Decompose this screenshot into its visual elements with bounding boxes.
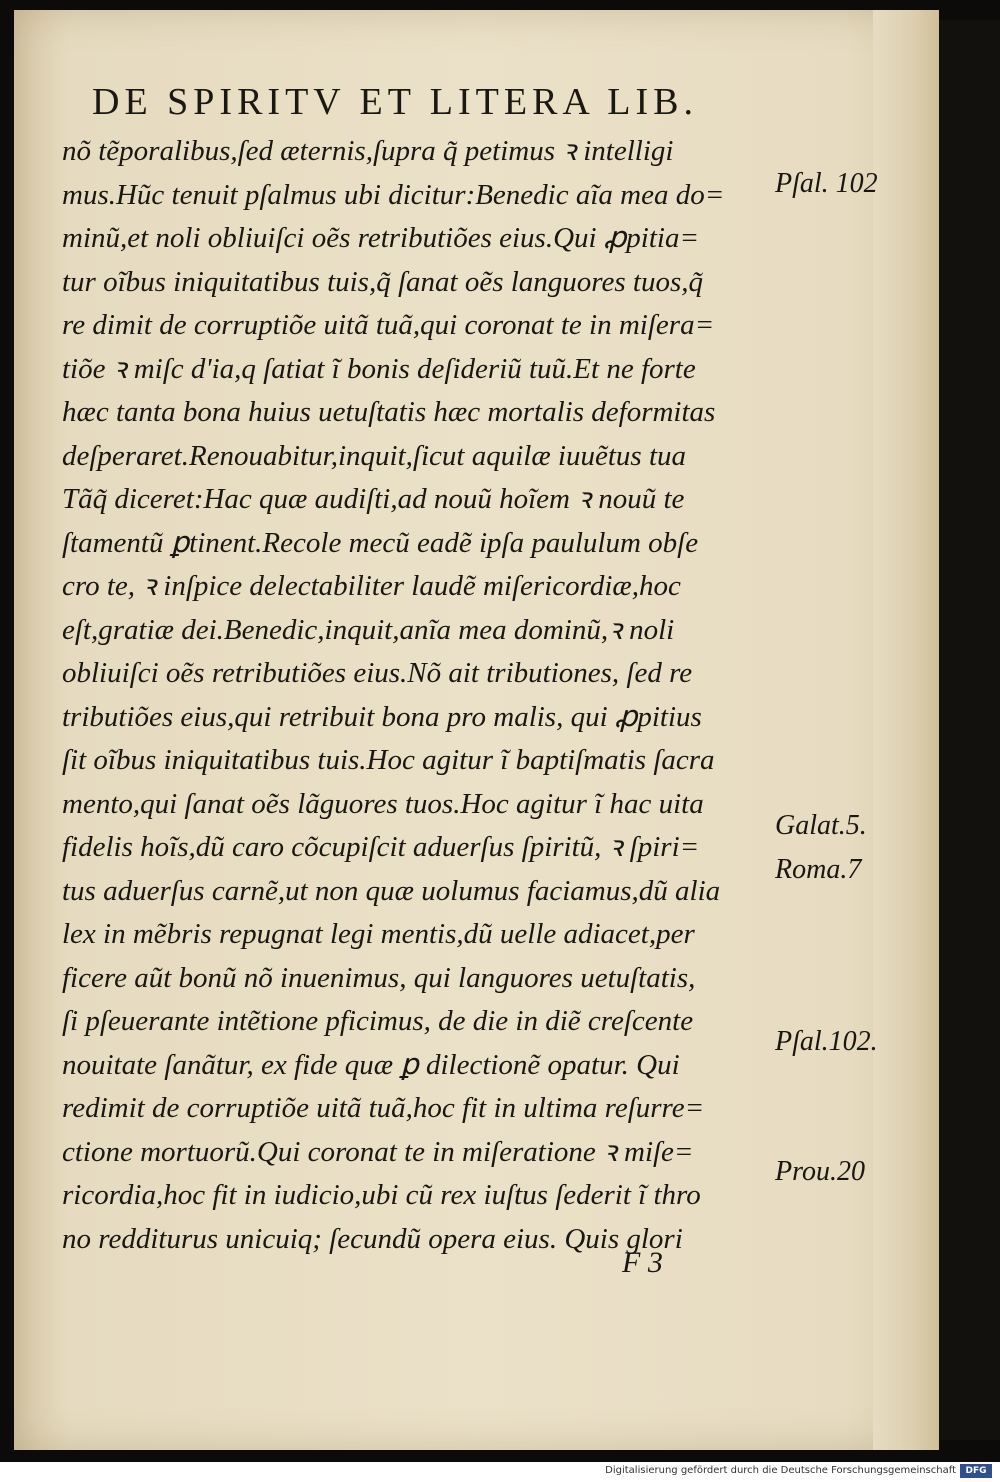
text-line: eſt,gratiæ dei.Benedic,inquit,anĩa mea dominũ,ꝛ noli xyxy=(62,613,675,646)
text-line: tiõe ꝛ miſc d'ia,q ſatiat ĩ bonis deſideriũ tuũ.Et ne forte xyxy=(62,352,696,385)
text-line: tus aduerſus carnẽ,ut non quæ uolumus faciamus,dũ alia xyxy=(62,874,721,907)
text-line: deſperaret.Renouabitur,inquit,ſicut aquilæ iuuẽtus tua xyxy=(62,439,686,472)
text-line: nouitate ſanãtur, ex fide quæ ꝑ dilectionẽ opatur. Qui xyxy=(62,1048,680,1081)
text-line: ſit oĩbus iniquitatibus tuis.Hoc agitur ĩ baptiſmatis ſacra xyxy=(62,744,715,776)
text-line: hæc tanta bona huius uetuſtatis hæc mortalis deformitas xyxy=(62,396,716,428)
margin-note: Roma.7 xyxy=(775,854,862,885)
page-edge-shadow xyxy=(873,10,939,1450)
text-line: mus.Hũc tenuit pſalmus ubi dicitur:Benedic aĩa mea do= xyxy=(62,178,725,211)
body-text xyxy=(62,130,774,1261)
text-line: ficere aũt bonũ nõ inuenimus, qui languores uetuſtatis, xyxy=(62,961,696,994)
text-line: cro te, ꝛ inſpice delectabiliter laudẽ miſericordiæ,hoc xyxy=(62,570,681,602)
margin-note: Galat.5. xyxy=(775,810,867,841)
text-line: mento,qui ſanat oẽs lãguores tuos.Hoc agitur ĩ hac uita xyxy=(62,787,704,820)
margin-note: Prou.20 xyxy=(775,1156,865,1187)
text-line: lex in mẽbris repugnat legi mentis,dũ uelle adiacet,per xyxy=(62,918,695,950)
text-line: nõ tẽporalibus,ſed æternis,ſupra q̃ petimus ꝛ intelligi xyxy=(62,135,674,167)
text-line: Tãq̃ diceret:Hac quæ audiſti,ad nouũ hoĩem ꝛ nouũ te xyxy=(62,483,685,515)
text-line: redimit de corruptiõe uitã tuã,hoc fit in ultima reſurre= xyxy=(62,1092,705,1124)
margin-note: Pſal. 102 xyxy=(775,168,878,199)
text-line: ricordia,hoc fit in iudicio,ubi cũ rex iuſtus ſederit ĩ thro xyxy=(62,1179,701,1211)
text-line: fidelis hoĩs,dũ caro cõcupiſcit aduerſus ſpiritũ, ꝛ ſpiri= xyxy=(62,831,700,863)
text-line: no redditurus unicuiq; ſecundũ opera eius. Quis glori xyxy=(62,1222,683,1255)
text-line: ctione mortuorũ.Qui coronat te in miſeratione ꝛ miſe= xyxy=(62,1135,694,1168)
dfg-logo: DFG xyxy=(960,1464,992,1478)
book-fore-edge xyxy=(936,20,1000,1440)
margin-note: Pſal.102. xyxy=(775,1026,878,1057)
footer-credit: Digitalisierung gefördert durch die Deutsche Forschungsgemeinschaft xyxy=(605,1465,956,1476)
text-line: tributiões eius,qui retribuit bona pro malis, qui ꝓpitius xyxy=(62,700,702,733)
text-line: re dimit de corruptiõe uitã tuã,qui coronat te in miſera= xyxy=(62,309,715,341)
text-line: ſi pſeuerante intẽtione pficimus, de die in diẽ creſcente xyxy=(62,1005,694,1037)
running-head: DE SPIRITV ET LITERA LIB. xyxy=(92,81,698,123)
text-line: tur oĩbus iniquitatibus tuis,q̃ ſanat oẽs languores tuos,q̃ xyxy=(62,265,704,298)
text-line: ſtamentũ ꝑtinent.Recole mecũ eadẽ ipſa paululum obſe xyxy=(62,526,699,559)
signature-mark: F 3 xyxy=(622,1246,663,1279)
text-line: minũ,et noli obliuiſci oẽs retributiões eius.Qui ꝓpitia= xyxy=(62,222,700,254)
text-line: obliuiſci oẽs retributiões eius.Nõ ait tributiones, ſed re xyxy=(62,657,693,689)
